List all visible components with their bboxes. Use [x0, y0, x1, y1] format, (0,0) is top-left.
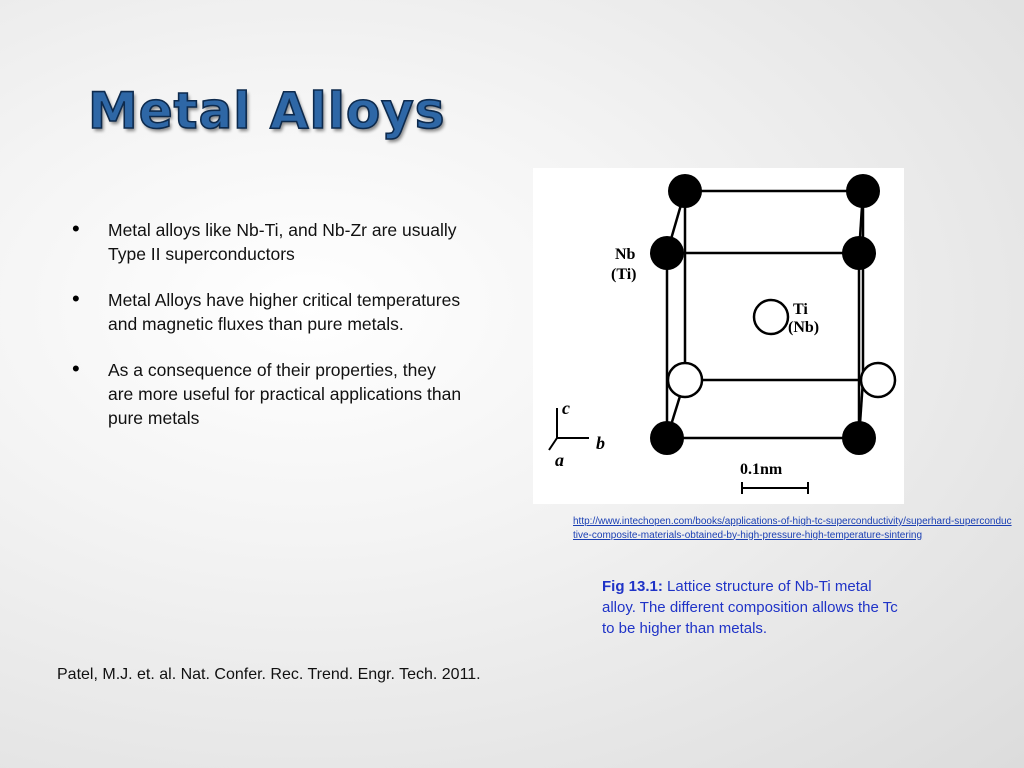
ti-atom-center	[754, 300, 788, 334]
caption-text: Lattice structure of Nb-Ti metal alloy. The different composition allows the Tc to be higher than metals.	[602, 578, 898, 637]
bullet-text: As a consequence of their properties, they are more useful for practical applications than pure metals	[108, 360, 462, 428]
bullet-icon: •	[72, 356, 80, 381]
ti-atom	[861, 363, 895, 397]
nb-atom	[842, 236, 876, 270]
source-link[interactable]: http://www.intechopen.com/books/applications-of-high-tc-superconductivity/superhard-superconductive-composite-materials-obtained-by-high-pressure-high-temperature-sintering	[573, 516, 1012, 541]
nb-label: Nb	[615, 246, 636, 263]
axis-a-label: a	[555, 450, 564, 470]
ti-atom	[668, 363, 702, 397]
nb-atom	[846, 174, 880, 208]
figure-caption	[602, 576, 902, 639]
bullet-text: Metal Alloys have higher critical temperatures and magnetic fluxes than pure metals.	[108, 290, 461, 334]
ti-sub-label: (Nb)	[788, 319, 820, 336]
nb-atom	[650, 236, 684, 270]
ti-label: Ti	[793, 301, 808, 318]
lattice-diagram	[533, 168, 904, 504]
scale-bar	[742, 482, 808, 494]
bullet-text: Metal alloys like Nb-Ti, and Nb-Zr are usually Type II superconductors	[108, 220, 457, 264]
axis-b-label: b	[596, 433, 605, 453]
nb-sub-label: (Ti)	[611, 266, 637, 283]
bullet-icon: •	[72, 286, 80, 311]
bullet-item	[72, 288, 462, 336]
bullet-icon: •	[72, 216, 80, 241]
bullet-item	[72, 218, 462, 266]
nb-atom	[668, 174, 702, 208]
lattice-figure	[533, 168, 904, 504]
scale-label: 0.1nm	[740, 461, 783, 478]
bullet-list	[72, 218, 462, 452]
caption-label: Fig 13.1:	[602, 578, 663, 595]
nb-atom	[650, 421, 684, 455]
bullet-item	[72, 358, 462, 430]
nb-atom	[842, 421, 876, 455]
slide-title: Metal Alloys	[88, 82, 446, 140]
axis-c-label: c	[562, 398, 570, 418]
citation: Patel, M.J. et. al. Nat. Confer. Rec. Trend. Engr. Tech. 2011.	[57, 666, 481, 683]
